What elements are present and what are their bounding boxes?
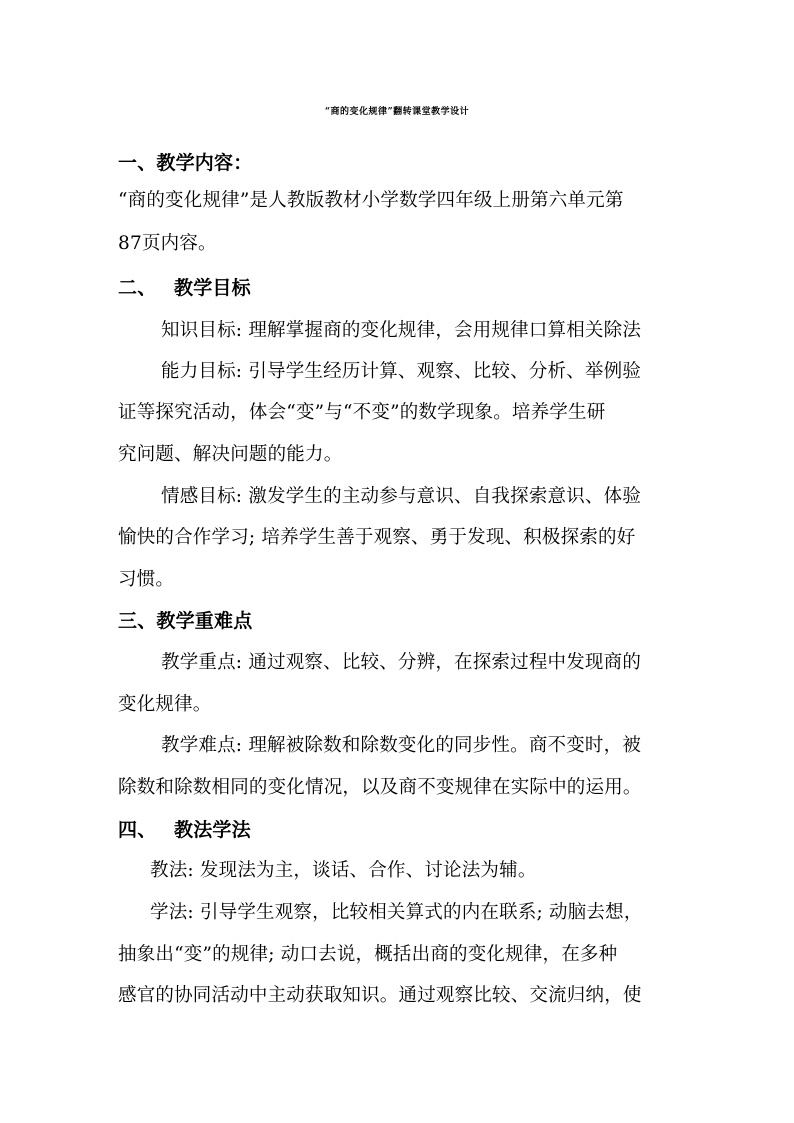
paragraph-line: 87页内容。	[118, 233, 217, 254]
section-heading-text: 教学目标	[174, 277, 251, 299]
ability-objective-line: 证等探究活动，体会“变”与“不变”的数学现象。培养学生研	[118, 402, 606, 423]
document-title: “商的变化规律”翻转课堂教学设计	[324, 107, 470, 117]
paragraph-line: “商的变化规律”是人教版教材小学数学四年级上册第六单元第	[118, 190, 624, 211]
learning-method-line: 抽象出“变”的规律; 动口去说，概括出商的变化规律，在多种	[118, 944, 618, 965]
emotion-objective-line: 愉快的合作学习; 培养学生善于观察、勇于发现、积极探索的好	[118, 527, 636, 548]
section-heading-objectives	[118, 273, 251, 300]
difficulty-line: 教学难点: 理解被除数和除数变化的同步性。商不变时，被	[161, 735, 642, 756]
section-heading-methods	[118, 815, 251, 842]
section-heading-text: 教法学法	[174, 819, 251, 841]
emotion-objective-line: 情感目标: 激发学生的主动参与意识、自我探索意识、体验	[161, 486, 642, 507]
section-heading-key-difficult: 三、教学重难点	[118, 610, 253, 632]
section-number: 二、	[118, 277, 157, 299]
key-point-line: 教学重点: 通过观察、比较、分辨，在探索过程中发现商的	[161, 652, 642, 673]
teaching-method-line: 教法: 发现法为主，谈话、合作、讨论法为辅。	[150, 860, 537, 881]
emotion-objective-line: 习惯。	[118, 569, 175, 590]
key-point-line: 变化规律。	[118, 694, 212, 715]
section-number: 四、	[118, 819, 157, 841]
ability-objective-line: 究问题、解决问题的能力。	[118, 444, 343, 465]
section-heading-content: 一、教学内容：	[118, 152, 253, 174]
learning-method-line: 感官的协同活动中主动获取知识。通过观察比较、交流归纳，使	[118, 985, 642, 1006]
difficulty-line: 除数和除数相同的变化情况，以及商不变规律在实际中的运用。	[118, 777, 642, 798]
knowledge-objective-line: 知识目标: 理解掌握商的变化规律，会用规律口算相关除法	[161, 320, 642, 341]
ability-objective-line: 能力目标: 引导学生经历计算、观察、比较、分析、举例验	[161, 361, 642, 382]
learning-method-line: 学法: 引导学生观察，比较相关算式的内在联系; 动脑去想，	[150, 902, 643, 923]
